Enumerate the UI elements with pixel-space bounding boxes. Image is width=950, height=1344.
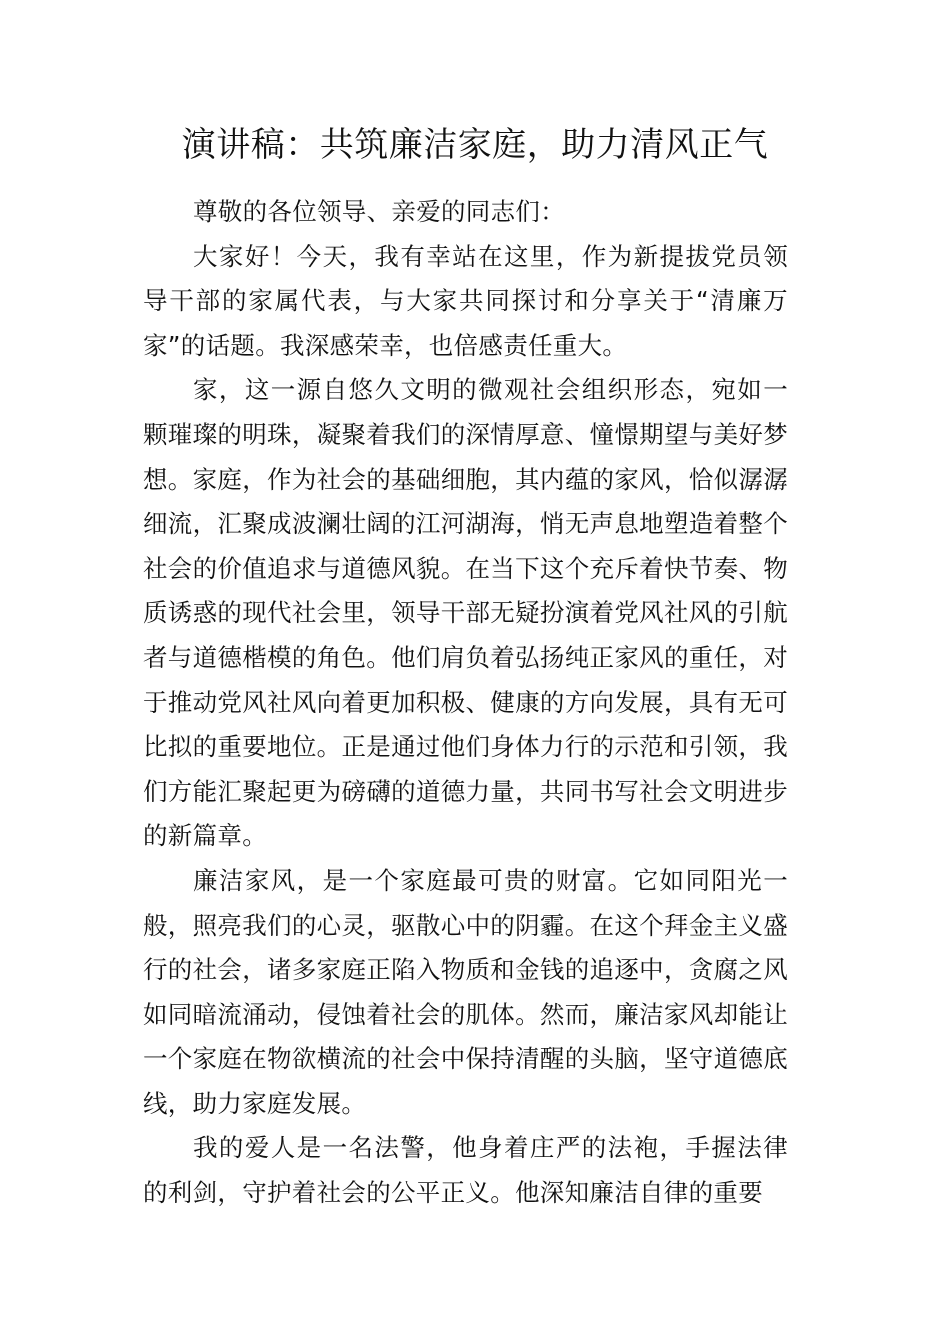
document-title: 演讲稿：共筑廉洁家庭，助力清风正气 — [181, 125, 769, 165]
greeting-paragraph: 尊敬的各位领导、亲爱的同志们： — [193, 197, 565, 226]
body-paragraph: 我的爱人是一名法警，他身着庄严的法袍，手握法律的利剑，守护着社会的公平正义。他深知廉洁自律的重要 — [143, 1133, 788, 1208]
body-paragraph: 家，这一源自悠久文明的微观社会组织形态，宛如一颗璀璨的明珠，凝聚着我们的深情厚意、憧憬期望与美好梦想。家庭，作为社会的基础细胞，其内蕴的家风，恰似潺潺细流，汇聚成波澜壮阔的江河湖海，悄无声息地塑造着整个社会的价值追求与道德风貌。在当下这个充斥着快节奏、物质诱惑的现代社会里，领导干部无疑扮演着党风社风的引航者与道德楷模的角色。他们肩负着弘扬纯正家风的重任，对于推动党风社风向着更加积极、健康的方向发展，具有无可比拟的重要地位。正是通过他们身体力行的示范和引领，我们方能汇聚起更为磅礴的道德力量，共同书写社会文明进步的新篇章。 — [143, 375, 788, 851]
body-paragraph: 大家好！今天，我有幸站在这里，作为新提拔党员领导干部的家属代表，与大家共同探讨和分享关于“清廉万家”的话题。我深感荣幸，也倍感责任重大。 — [143, 241, 788, 360]
document-body — [143, 190, 788, 1216]
body-paragraph: 廉洁家风，是一个家庭最可贵的财富。它如同阳光一般，照亮我们的心灵，驱散心中的阴霾。在这个拜金主义盛行的社会，诸多家庭正陷入物质和金钱的追逐中，贪腐之风如同暗流涌动，侵蚀着社会的肌体。然而，廉洁家风却能让一个家庭在物欲横流的社会中保持清醒的头脑，坚守道德底线，助力家庭发展。 — [143, 865, 788, 1118]
